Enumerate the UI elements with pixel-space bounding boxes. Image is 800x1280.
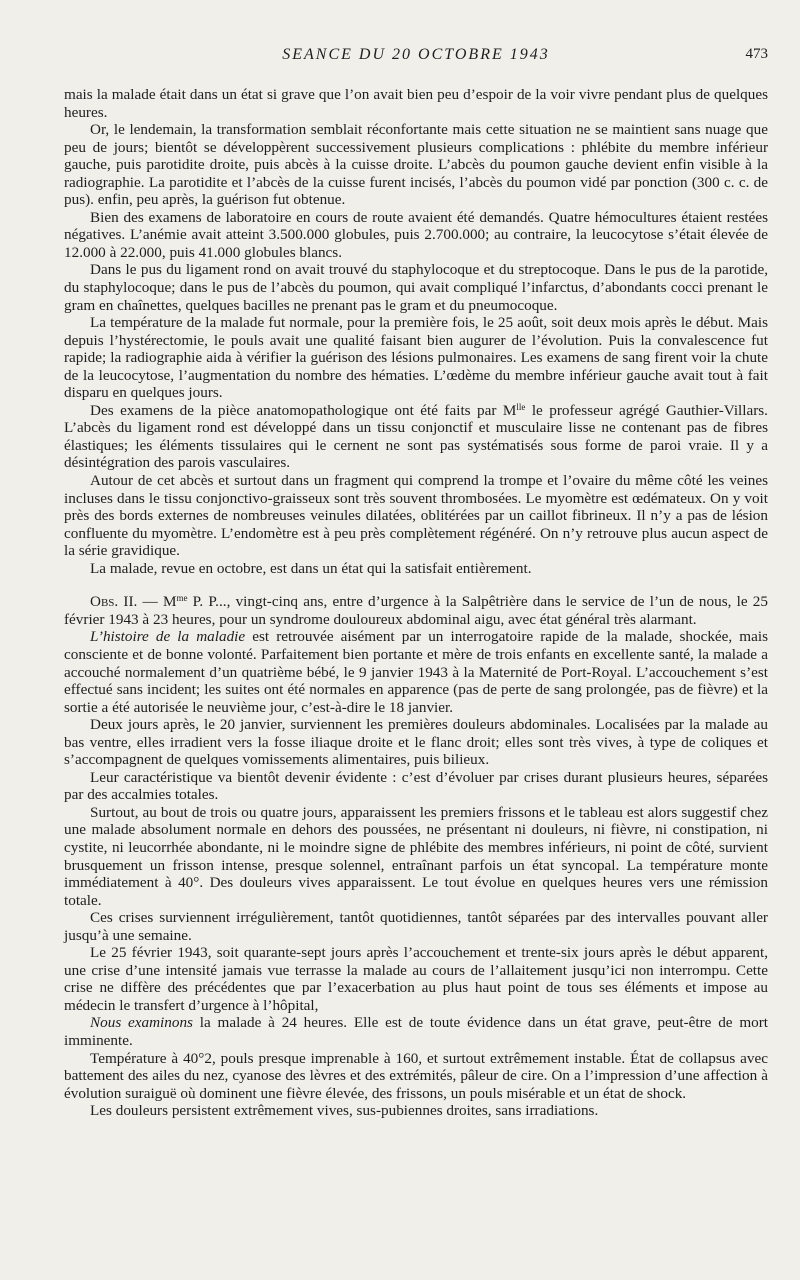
- running-title: SEANCE DU 20 OCTOBRE 1943: [282, 46, 550, 63]
- observation-dash: — M: [137, 593, 177, 611]
- paragraph: Or, le lendemain, la transformation semblait réconfortante mais cette situation ne se maintient sans nuage que peu de jours; bientôt se développèrent successivement plusieurs complications : phlébite du membre inférieur gauche, puis parotidite droite, puis abcès à la cuisse droite. L’abcès du poumon gauche devient enfin visible à la radiographie. La parotidite et l’abcès de la cuisse furent incisés, l’abcès du poumon vidé par ponction (300 c. c. de pus). enfin, peu après, la guérison fut obtenue.: [64, 121, 768, 209]
- paragraph-text: Des examens de la pièce anatomopathologique ont été faits par M: [90, 401, 517, 419]
- observation-text: P. P..., vingt-cinq ans, entre d’urgence à la Salpêtrière dans le service de l’un de nous, le 25 février 1943 à 23 heures, pour un syndrome douloureux abdominal aigu, avec état général très alarmant.: [64, 593, 768, 628]
- paragraph: Les douleurs persistent extrêmement vives, sus-pubiennes droites, sans irradiations.: [90, 1102, 599, 1120]
- paragraph-text: la malade à 24 heures. Elle est de toute évidence dans un état grave, peut-être de mort imminente.: [64, 1014, 769, 1049]
- paragraph: Leur caractéristique va bientôt devenir évidente : c’est d’évoluer par crises durant plusieurs heures, séparées par des accalmies totales.: [64, 768, 768, 804]
- paragraph: Ces crises surviennent irrégulièrement, tantôt quotidiennes, tantôt séparées par des intervalles pouvant aller jusqu’à une semaine.: [64, 909, 768, 944]
- running-header: [64, 46, 768, 68]
- paragraph: Dans le pus du ligament rond on avait trouvé du staphylocoque et du streptocoque. Dans le pus de la parotide, du staphylocoque; dans le pus de l’abcès du poumon, qui avait compliqué l’infarctus, d’abondants cocci prenant le gram en chaînettes, quelques bacilles ne prenant pas le gram et du pneumocoque.: [64, 261, 768, 314]
- article-body: [64, 86, 768, 1120]
- paragraph: La température de la malade fut normale, pour la première fois, le 25 août, soit deux mois après le début. Mais depuis l’hystérectomie, le pouls avait une qualité faisant bien augurer de l’évolution. Puis la convalescence fut rapide; la radiographie aida à vérifier la guérison des lésions pulmonaires. Les examens de sang firent voir la chute de la leucocytose, l’augmentation du nombre des hématies. L’œdème du membre inférieur gauche avait tout à fait disparu en quelques jours.: [64, 314, 768, 402]
- paragraph: Autour de cet abcès et surtout dans un fragment qui comprend la trompe et l’ovaire du même côté les veines incluses dans le tissu conjonctivo-graisseux sont très souvent thrombosées. Le myomètre est œdémateux. On y voit près des bords externes de nombreuses veinules dilatées, oblitérées par un caillot fibrineux. Il n’y a pas de lésion confluente du myomètre. L’endomètre est à peu près complètement régénéré. On n’y retrouve plus aucun aspect de la série gravidique.: [64, 472, 768, 560]
- italic-lead: L’histoire de la maladie: [90, 628, 246, 646]
- paragraph: mais la malade était dans un état si grave que l’on avait bien peu d’espoir de la voir vivre pendant plus de quelques heures.: [64, 86, 768, 121]
- paragraph: [64, 1014, 768, 1049]
- observation-heading-paragraph: [64, 593, 768, 628]
- paragraph: Surtout, au bout de trois ou quatre jours, apparaissent les premiers frissons et le tableau est alors suggestif chez une malade absolument normale en dehors des poussées, ne présentant ni douleurs, ni fièvre, ni constipation, ni cystite, ni leucorrhée abondante, ni le moindre signe de phlébite des membres inférieurs, ni point de côté, survient brusquement un frisson intense, presque solennel, entraînant parfois un état syncopal. La température monte immédiatement à 40°. Des douleurs vives apparaissent. Le tout évolue en quelques heures vers une rémission totale.: [64, 803, 768, 909]
- paragraph: [64, 402, 768, 472]
- superscript: me: [176, 593, 188, 604]
- paragraph: Bien des examens de laboratoire en cours de route avaient été demandés. Quatre hémocultures étaient restées négatives. L’anémie avait atteint 3.500.000 globules, puis 2.700.000; au contraire, la leucocytose s’était élevée de 12.000 à 22.000, puis 41.000 globules blancs.: [64, 208, 768, 261]
- italic-lead: Nous examinons: [90, 1014, 193, 1032]
- paragraph-text: le professeur agrégé Gauthier-Villars. L’abcès du ligament rond est développé dans un tissu conjonctif et musculaire lisse ne contenant pas de fibres élastiques; les éléments tissulaires qui le cernent ne sont pas systématisés sous forme de paroi vraie. Il y a désintégration des parois vasculaires.: [64, 401, 768, 472]
- paragraph: Température à 40°2, pouls presque imprenable à 160, et surtout extrêmement instable. État de collapsus avec battement des ailes du nez, cyanose des lèvres et des extrémités, pâleur de cire. On a l’impression d’une affection à évolution suraiguë où dominent une fièvre élevée, des frissons, un pouls misérable et un état de shock.: [64, 1049, 768, 1102]
- superscript: lle: [516, 401, 526, 412]
- observation-label: Obs. II.: [90, 593, 138, 611]
- page-number: 473: [745, 46, 768, 62]
- paragraph-text: est retrouvée aisément par un interrogatoire rapide de la malade, shockée, mais consciente et de bonne volonté. Parfaitement bien portante et mère de trois enfants en excellente santé, la malade a accouché normalement d’un quatrième bébé, le 9 janvier 1943 à la Maternité de Port-Royal. L’accouchement s’est effectué sans incident; les suites ont été normales en apparence (pas de perte de sang prolongée, pas de fièvre) et la sortie a été autorisée le neuvième jour, c’est-à-dire le 18 janvier.: [64, 628, 768, 716]
- paragraph: La malade, revue en octobre, est dans un état qui la satisfait entièrement.: [90, 559, 532, 577]
- paragraph: [64, 628, 768, 716]
- paragraph: Deux jours après, le 20 janvier, surviennent les premières douleurs abdominales. Localisées par la malade au bas ventre, elles irradient vers la fosse iliaque droite et le flanc droit; elles sont très vives, à type de coliques et s’accompagnent de quelques vomissements alimentaires, puis bilieux.: [64, 716, 768, 769]
- paragraph: Le 25 février 1943, soit quarante-sept jours après l’accouchement et trente-six jours après le début apparent, une crise d’une intensité jamais vue terrasse la malade au cours de l’allaitement jusqu’ici non interrompu. Cette crise ne diffère des précédentes que par l’exacerbation au plus haut point de tous ses éléments et impose au médecin le transfert d’urgence à l’hôpital,: [64, 944, 768, 1014]
